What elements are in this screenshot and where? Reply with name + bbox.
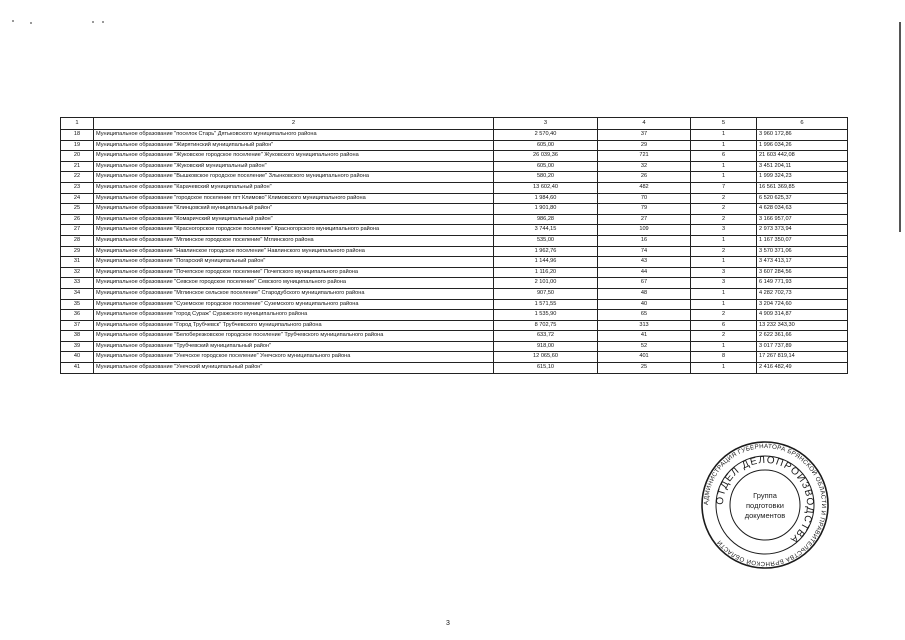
objects-cell: 6	[691, 320, 757, 331]
amount-cell: 3 017 737,89	[757, 341, 848, 352]
scan-speck	[12, 20, 14, 22]
table-row	[61, 299, 848, 310]
row-number-cell: 38	[61, 331, 94, 342]
objects-cell: 2	[691, 214, 757, 225]
area-cell: 1 144,96	[494, 257, 598, 268]
count-cell: 27	[598, 214, 691, 225]
table-row	[61, 246, 848, 257]
count-cell: 70	[598, 193, 691, 204]
municipality-name-cell: Муниципальное образование "Погарский муниципальный район"	[94, 257, 494, 268]
row-number-cell: 19	[61, 140, 94, 151]
table-row	[61, 140, 848, 151]
municipality-name-cell: Муниципальное образование "Трубчевский муниципальный район"	[94, 341, 494, 352]
municipality-name-cell: Муниципальное образование "Вышковское городское поселение" Злынковского муниципального района	[94, 172, 494, 183]
objects-cell: 1	[691, 140, 757, 151]
row-number-cell: 39	[61, 341, 94, 352]
data-table	[60, 117, 848, 374]
row-number-cell: 32	[61, 267, 94, 278]
area-cell: 615,10	[494, 363, 598, 374]
table-row	[61, 352, 848, 363]
objects-cell: 2	[691, 310, 757, 321]
row-number-cell: 41	[61, 363, 94, 374]
column-header: 6	[757, 118, 848, 130]
table-row	[61, 214, 848, 225]
row-number-cell: 27	[61, 225, 94, 236]
municipality-name-cell: Муниципальное образование "Мглинское городское поселение" Мглинского района	[94, 235, 494, 246]
municipality-name-cell: Муниципальное образование "Унечский муниципальный район"	[94, 363, 494, 374]
stamp-inner-line3: документов	[744, 511, 786, 520]
objects-cell: 1	[691, 363, 757, 374]
area-cell: 633,72	[494, 331, 598, 342]
area-cell: 918,00	[494, 341, 598, 352]
municipality-name-cell: Муниципальное образование "Жуковский муниципальный район"	[94, 161, 494, 172]
row-number-cell: 21	[61, 161, 94, 172]
municipality-name-cell: Муниципальное образование "городское поселение пгт Климово" Климовского муниципального района	[94, 193, 494, 204]
amount-cell: 3 166 957,07	[757, 214, 848, 225]
amount-cell: 3 451 204,11	[757, 161, 848, 172]
table-row	[61, 151, 848, 162]
municipality-name-cell: Муниципальное образование "Унечское городское поселение" Унечского муниципального района	[94, 352, 494, 363]
table-row	[61, 331, 848, 342]
stamp-inner-line2: подготовки	[746, 501, 784, 510]
area-cell: 535,00	[494, 235, 598, 246]
amount-cell: 2 416 482,49	[757, 363, 848, 374]
table-row	[61, 225, 848, 236]
area-cell: 1 984,60	[494, 193, 598, 204]
area-cell: 1 571,55	[494, 299, 598, 310]
row-number-cell: 31	[61, 257, 94, 268]
objects-cell: 1	[691, 257, 757, 268]
count-cell: 43	[598, 257, 691, 268]
table-row	[61, 341, 848, 352]
area-cell: 1 116,20	[494, 267, 598, 278]
row-number-cell: 35	[61, 299, 94, 310]
table-row	[61, 288, 848, 299]
municipality-name-cell: Муниципальное образование "Севское городское поселение" Севского муниципального района	[94, 278, 494, 289]
area-cell: 605,00	[494, 161, 598, 172]
amount-cell: 6 149 771,93	[757, 278, 848, 289]
area-cell: 8 702,75	[494, 320, 598, 331]
column-header: 3	[494, 118, 598, 130]
area-cell: 986,28	[494, 214, 598, 225]
count-cell: 40	[598, 299, 691, 310]
municipality-name-cell: Муниципальное образование "Суземское городское поселение" Суземского муниципального района	[94, 299, 494, 310]
count-cell: 29	[598, 140, 691, 151]
count-cell: 482	[598, 182, 691, 193]
amount-cell: 2 973 373,94	[757, 225, 848, 236]
objects-cell: 7	[691, 182, 757, 193]
area-cell: 26 039,36	[494, 151, 598, 162]
municipality-name-cell: Муниципальное образование "Комаричский муниципальный район"	[94, 214, 494, 225]
row-number-cell: 25	[61, 204, 94, 215]
count-cell: 65	[598, 310, 691, 321]
column-header: 4	[598, 118, 691, 130]
count-cell: 401	[598, 352, 691, 363]
area-cell: 1 535,90	[494, 310, 598, 321]
objects-cell: 2	[691, 246, 757, 257]
table-row	[61, 161, 848, 172]
amount-cell: 3 570 371,06	[757, 246, 848, 257]
count-cell: 16	[598, 235, 691, 246]
count-cell: 721	[598, 151, 691, 162]
objects-cell: 1	[691, 299, 757, 310]
count-cell: 44	[598, 267, 691, 278]
objects-cell: 2	[691, 204, 757, 215]
municipality-name-cell: Муниципальное образование "город Сураж" Суражского муниципального района	[94, 310, 494, 321]
official-stamp	[700, 440, 830, 570]
table-row	[61, 235, 848, 246]
table-row	[61, 278, 848, 289]
municipality-name-cell: Муниципальное образование "Красногорское городское поселение" Красногорского муниципального района	[94, 225, 494, 236]
table-row	[61, 182, 848, 193]
count-cell: 37	[598, 130, 691, 141]
stamp-outer-text: АДМИНИСТРАЦИЯ ГУБЕРНАТОРА БРЯНСКОЙ ОБЛАСТИ И ПРАВИТЕЛЬСТВА БРЯНСКОЙ ОБЛАСТИ	[702, 442, 828, 568]
objects-cell: 1	[691, 288, 757, 299]
table-header-row	[61, 118, 848, 130]
stamp-inner-line1: Группа	[753, 491, 777, 500]
area-cell: 12 065,60	[494, 352, 598, 363]
amount-cell: 4 909 314,87	[757, 310, 848, 321]
amount-cell: 3 960 172,86	[757, 130, 848, 141]
area-cell: 2 570,40	[494, 130, 598, 141]
row-number-cell: 36	[61, 310, 94, 321]
amount-cell: 3 204 724,60	[757, 299, 848, 310]
municipality-name-cell: Муниципальное образование "Почепское городское поселение" Почепского муниципального района	[94, 267, 494, 278]
municipality-name-cell: Муниципальное образование "Мглинское сельское поселение" Стародубского муниципального района	[94, 288, 494, 299]
count-cell: 109	[598, 225, 691, 236]
area-cell: 605,00	[494, 140, 598, 151]
municipality-name-cell: Муниципальное образование "Жуковское городское поселение" Жуковского муниципального района	[94, 151, 494, 162]
amount-cell: 21 603 442,08	[757, 151, 848, 162]
table-row	[61, 310, 848, 321]
municipality-name-cell: Муниципальное образование "Навлинское городское поселение" Навлинского муниципального района	[94, 246, 494, 257]
objects-cell: 8	[691, 352, 757, 363]
row-number-cell: 37	[61, 320, 94, 331]
table-row	[61, 320, 848, 331]
amount-cell: 13 232 343,30	[757, 320, 848, 331]
column-header: 5	[691, 118, 757, 130]
count-cell: 313	[598, 320, 691, 331]
objects-cell: 2	[691, 193, 757, 204]
count-cell: 32	[598, 161, 691, 172]
scan-speck	[92, 21, 94, 23]
count-cell: 79	[598, 204, 691, 215]
scan-speck	[30, 22, 32, 24]
amount-cell: 6 520 625,37	[757, 193, 848, 204]
count-cell: 48	[598, 288, 691, 299]
row-number-cell: 18	[61, 130, 94, 141]
row-number-cell: 20	[61, 151, 94, 162]
stamp-department-text: ОТДЕЛ ДЕЛОПРОИЗВОДСТВА	[714, 454, 816, 546]
amount-cell: 4 282 702,73	[757, 288, 848, 299]
amount-cell: 3 607 284,56	[757, 267, 848, 278]
count-cell: 26	[598, 172, 691, 183]
table-row	[61, 267, 848, 278]
amount-cell: 17 267 819,14	[757, 352, 848, 363]
area-cell: 3 744,15	[494, 225, 598, 236]
table-row	[61, 193, 848, 204]
count-cell: 67	[598, 278, 691, 289]
scan-speck	[102, 21, 104, 23]
objects-cell: 3	[691, 225, 757, 236]
municipality-name-cell: Муниципальное образование "поселок Старь" Дятьковского муниципального района	[94, 130, 494, 141]
table-row	[61, 204, 848, 215]
row-number-cell: 34	[61, 288, 94, 299]
scan-edge-line	[899, 22, 901, 232]
municipality-name-cell: Муниципальное образование "Жирятинский муниципальный район"	[94, 140, 494, 151]
amount-cell: 16 561 369,85	[757, 182, 848, 193]
count-cell: 25	[598, 363, 691, 374]
row-number-cell: 28	[61, 235, 94, 246]
table-row	[61, 363, 848, 374]
row-number-cell: 26	[61, 214, 94, 225]
municipality-name-cell: Муниципальное образование "Город Трубчевск" Трубчевского муниципального района	[94, 320, 494, 331]
amount-cell: 3 473 413,17	[757, 257, 848, 268]
row-number-cell: 33	[61, 278, 94, 289]
area-cell: 580,20	[494, 172, 598, 183]
municipality-name-cell: Муниципальное образование "Карачевский муниципальный район"	[94, 182, 494, 193]
municipality-name-cell: Муниципальное образование "Клинцовский муниципальный район"	[94, 204, 494, 215]
page-number: 3	[446, 620, 450, 627]
amount-cell: 1 996 034,26	[757, 140, 848, 151]
amount-cell: 2 622 361,66	[757, 331, 848, 342]
amount-cell: 1 999 324,23	[757, 172, 848, 183]
table-body	[61, 118, 848, 374]
count-cell: 41	[598, 331, 691, 342]
column-header: 1	[61, 118, 94, 130]
row-number-cell: 23	[61, 182, 94, 193]
objects-cell: 2	[691, 331, 757, 342]
area-cell: 1 962,76	[494, 246, 598, 257]
objects-cell: 3	[691, 278, 757, 289]
table-row	[61, 257, 848, 268]
objects-cell: 1	[691, 235, 757, 246]
area-cell: 907,50	[494, 288, 598, 299]
objects-cell: 1	[691, 161, 757, 172]
objects-cell: 6	[691, 151, 757, 162]
count-cell: 74	[598, 246, 691, 257]
objects-cell: 1	[691, 130, 757, 141]
row-number-cell: 22	[61, 172, 94, 183]
objects-cell: 3	[691, 267, 757, 278]
table-row	[61, 130, 848, 141]
count-cell: 52	[598, 341, 691, 352]
area-cell: 2 101,00	[494, 278, 598, 289]
row-number-cell: 29	[61, 246, 94, 257]
amount-cell: 4 628 034,63	[757, 204, 848, 215]
amount-cell: 1 167 350,07	[757, 235, 848, 246]
column-header: 2	[94, 118, 494, 130]
objects-cell: 1	[691, 172, 757, 183]
municipality-name-cell: Муниципальное образование "Белоберезковское городское поселение" Трубчевского муниципального района	[94, 331, 494, 342]
row-number-cell: 40	[61, 352, 94, 363]
row-number-cell: 24	[61, 193, 94, 204]
area-cell: 1 901,80	[494, 204, 598, 215]
table-row	[61, 172, 848, 183]
objects-cell: 1	[691, 341, 757, 352]
area-cell: 13 602,40	[494, 182, 598, 193]
